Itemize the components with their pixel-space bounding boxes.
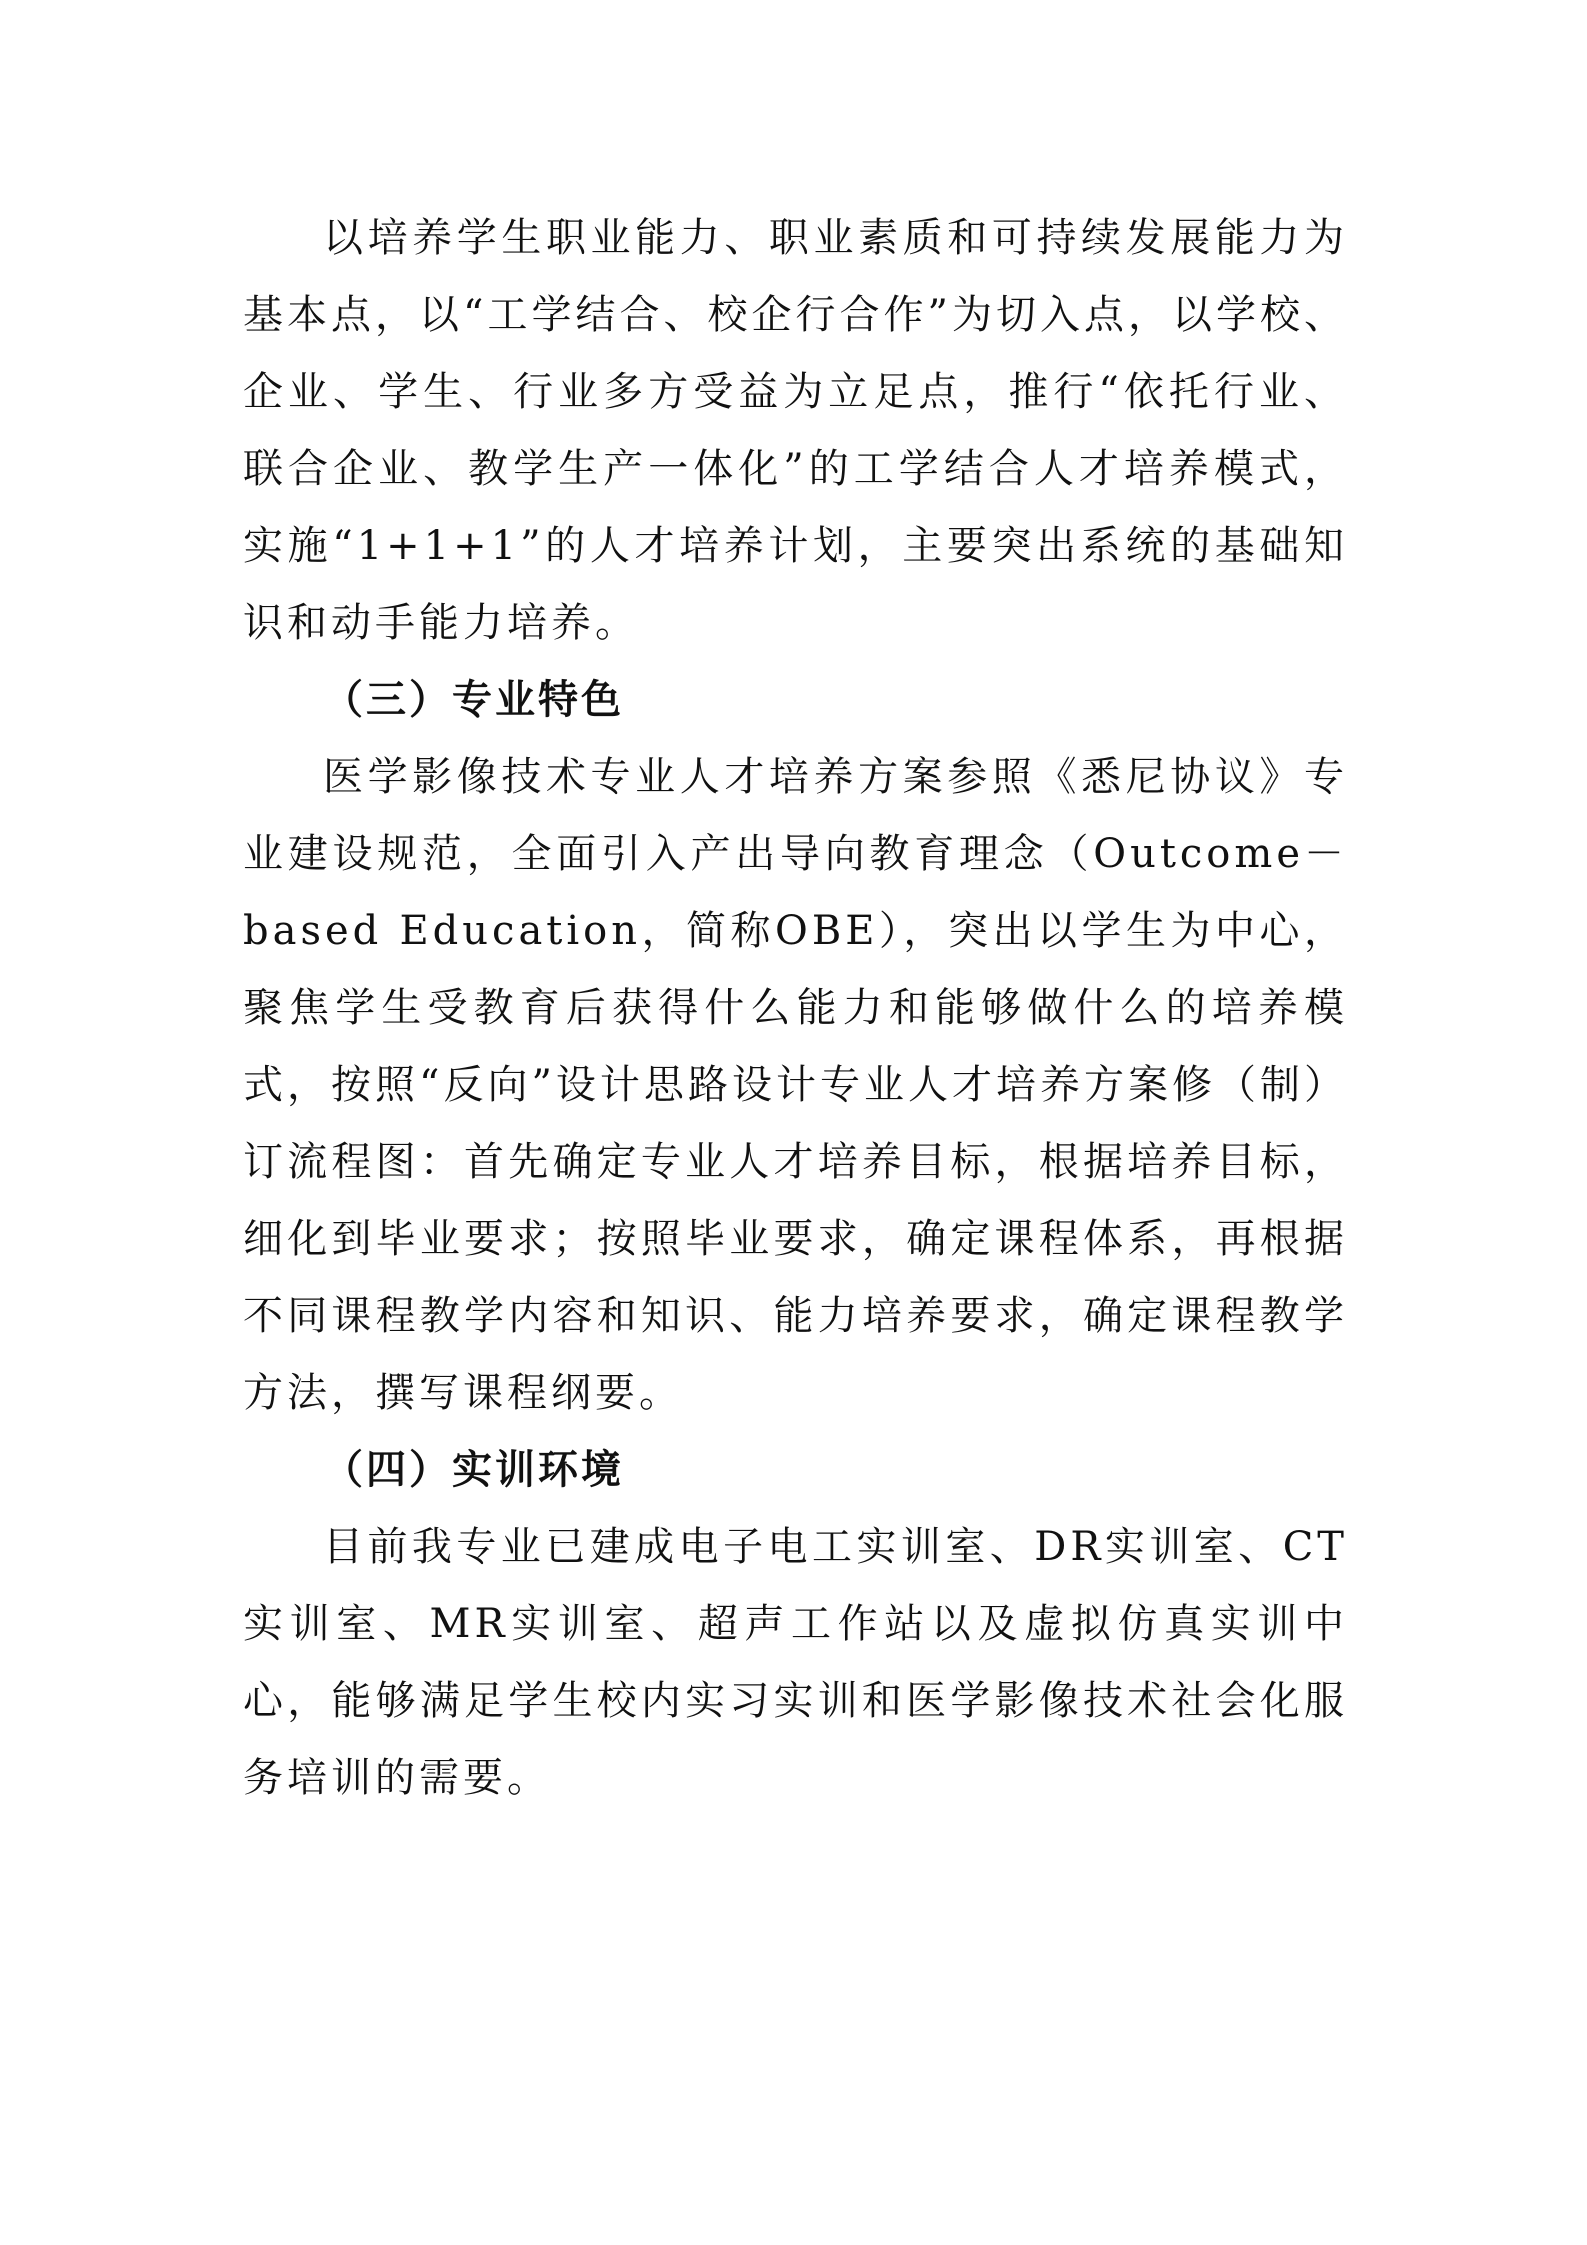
document-body [243,200,1348,1817]
paragraph-specialty-features: 医学影像技术专业人才培养方案参照《悉尼协议》专业建设规范，全面引入产出导向教育理念（Outcome－based Education，简称OBE），突出以学生为中心，聚焦学生受教育后获得什么能力和能够做什么的培养模式，按照“反向”设计思路设计专业人才培养方案修（制）订流程图：首先确定专业人才培养目标，根据培养目标，细化到毕业要求；按照毕业要求，确定课程体系，再根据不同课程教学内容和知识、能力培养要求，确定课程教学方法，撰写课程纲要。 [243,754,1348,1416]
section-heading-training-environment: （四）实训环境 [323,1447,624,1493]
paragraph-training-model: 以培养学生职业能力、职业素质和可持续发展能力为基本点，以“工学结合、校企行合作”为切入点，以学校、企业、学生、行业多方受益为立足点，推行“依托行业、联合企业、教学生产一体化”的工学结合人才培养模式，实施“1+1+1”的人才培养计划，主要突出系统的基础知识和动手能力培养。 [243,215,1348,646]
paragraph-training-environment: 目前我专业已建成电子电工实训室、DR实训室、CT实训室、MR实训室、超声工作站以及虚拟仿真实训中心，能够满足学生校内实习实训和医学影像技术社会化服务培训的需要。 [243,1524,1348,1801]
section-heading-specialty-features: （三）专业特色 [323,677,624,723]
